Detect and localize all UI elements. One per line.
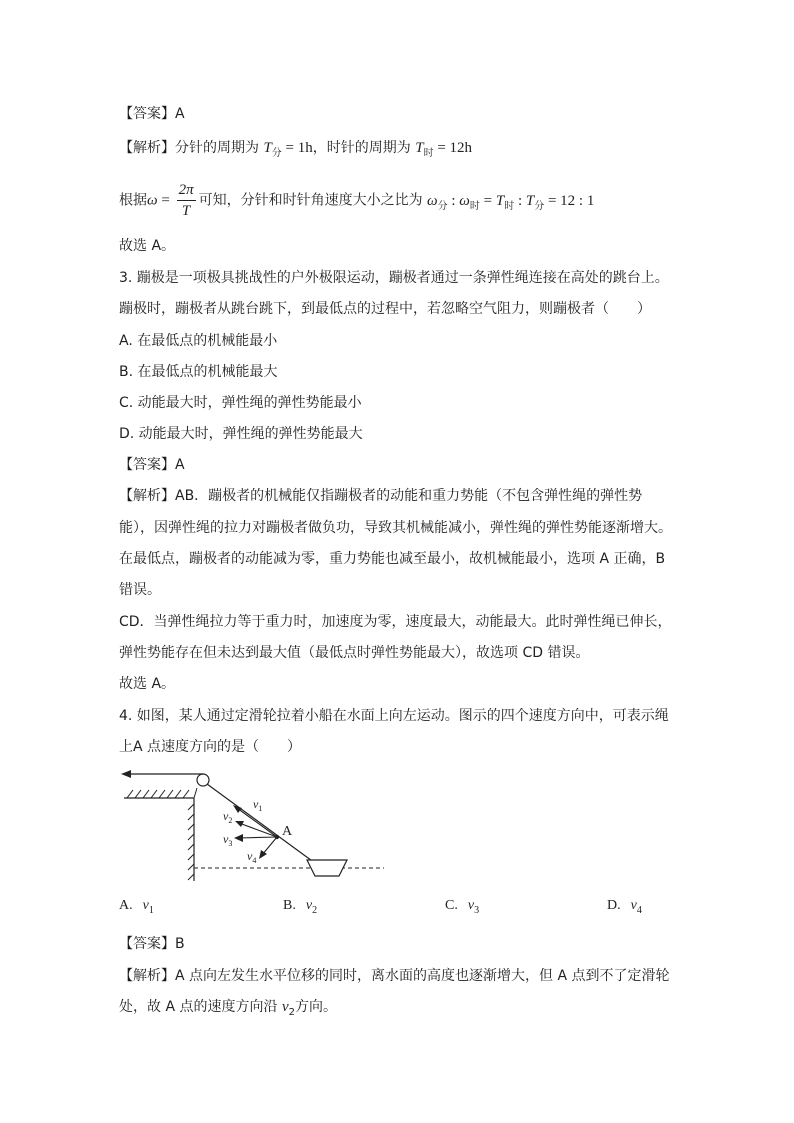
q4-stem-1: 4. 如图，某人通过定滑轮拉着小船在水面上向左运动。图示的四个速度方向中，可表示绳 (119, 708, 669, 724)
q3-analysis-1 (119, 486, 642, 506)
q4-stem-2: 上A 点速度方向的是（ ） (119, 739, 302, 755)
q3-analysis-4: 错误。 (119, 582, 161, 598)
q3-stem-1: 3. 蹦极是一项极具挑战性的户外极限运动，蹦极者通过一条弹性绳连接在高处的跳台上。 (119, 270, 669, 286)
q2-analysis-line-1 (119, 138, 472, 164)
q3-analysis-3: 在最低点，蹦极者的动能减为零，重力势能也减至最小，故机械能最小，选项 A 正确，B (119, 551, 666, 567)
q4-option-a: A. $v_1$ (119, 898, 154, 916)
period-minute: $T_分 = 1h$ (263, 140, 313, 159)
answer-tag: 【答案】 (119, 106, 175, 122)
pulley-boat-diagram (119, 768, 389, 888)
q2-conclusion: 故选 A。 (119, 238, 176, 254)
ratio-formula: $\omega_分$ : $\omega_时 = T_时$ : $T_分 = 12$ : 1 (427, 192, 595, 212)
answer-tag: 【答案】 (119, 457, 175, 473)
q4-analysis-2: 处，故 A 点的速度方向沿 $v_2$方向。 (119, 999, 337, 1018)
q3-option-b: B. 在最低点的机械能最大 (119, 364, 278, 380)
omega-formula: ω = (147, 192, 174, 209)
svg-text:v4: $v_4$ (247, 849, 257, 865)
q3-option-a: A. 在最低点的机械能最小 (119, 333, 278, 349)
q2-analysis-line-2 (119, 180, 594, 227)
q4-option-b: B. $v_2$ (283, 898, 318, 916)
q4-answer-line (119, 934, 185, 954)
answer-tag: 【答案】 (119, 936, 175, 952)
svg-text:v3: $v_3$ (223, 832, 233, 848)
analysis-tag: 【解析】 (119, 140, 175, 156)
q4-analysis-1 (119, 966, 670, 986)
analysis-tag: 【解析】 (119, 488, 175, 504)
q3-analysis-2: 能），因弹性绳的拉力对蹦极者做负功，导致其机械能减小，弹性绳的弹性势能逐渐增大。 (119, 520, 672, 536)
q3-option-d: D. 动能最大时，弹性绳的弹性势能最大 (119, 426, 363, 442)
q3-option-c: C. 动能最大时，弹性绳的弹性势能最小 (119, 395, 362, 411)
answer-value: A (175, 106, 185, 122)
answer-value: A (175, 457, 185, 473)
period-hour: $T_时 = 12h$ (415, 140, 473, 159)
q2-answer-line (119, 104, 185, 124)
boat (307, 860, 347, 876)
q3-answer-line (119, 455, 185, 475)
svg-text:A: A (282, 824, 293, 839)
analysis-text: 可知，分针和时针角速度大小之比为 (198, 192, 423, 209)
analysis-tag: 【解析】 (119, 968, 175, 984)
svg-text:v2: $v_2$ (223, 809, 233, 825)
answer-value: B (175, 936, 185, 952)
svg-text:v1: $v_1$ (253, 797, 263, 813)
q4-option-c: C. $v_3$ (445, 898, 480, 916)
analysis-text: 分针的周期为 (175, 140, 259, 156)
q3-analysis-5: CD．当弹性绳拉力等于重力时，加速度为零，速度最大，动能最大。此时弹性绳已伸长， (119, 614, 672, 630)
analysis-text: A 点向左发生水平位移的同时，离水面的高度也逐渐增大，但 A 点到不了定滑轮 (175, 968, 670, 984)
q3-stem-2: 蹦极时，蹦极者从跳台跳下，到最低点的过程中，若忽略空气阻力，则蹦极者（ ） (119, 301, 651, 317)
fraction: $\frac{2\pi}{T}$ (178, 182, 194, 219)
q4-option-d: D. $v_4$ (607, 898, 642, 916)
q3-conclusion: 故选 A。 (119, 676, 176, 692)
analysis-text: 根据 (119, 192, 147, 209)
analysis-text: AB．蹦极者的机械能仅指蹦极者的动能和重力势能（不包含弹性绳的弹性势 (175, 488, 643, 504)
analysis-text: ，时针的周期为 (312, 140, 411, 156)
q3-analysis-6: 弹性势能存在但未达到最大值（最低点时弹性势能最大），故选项 CD 错误。 (119, 645, 590, 661)
